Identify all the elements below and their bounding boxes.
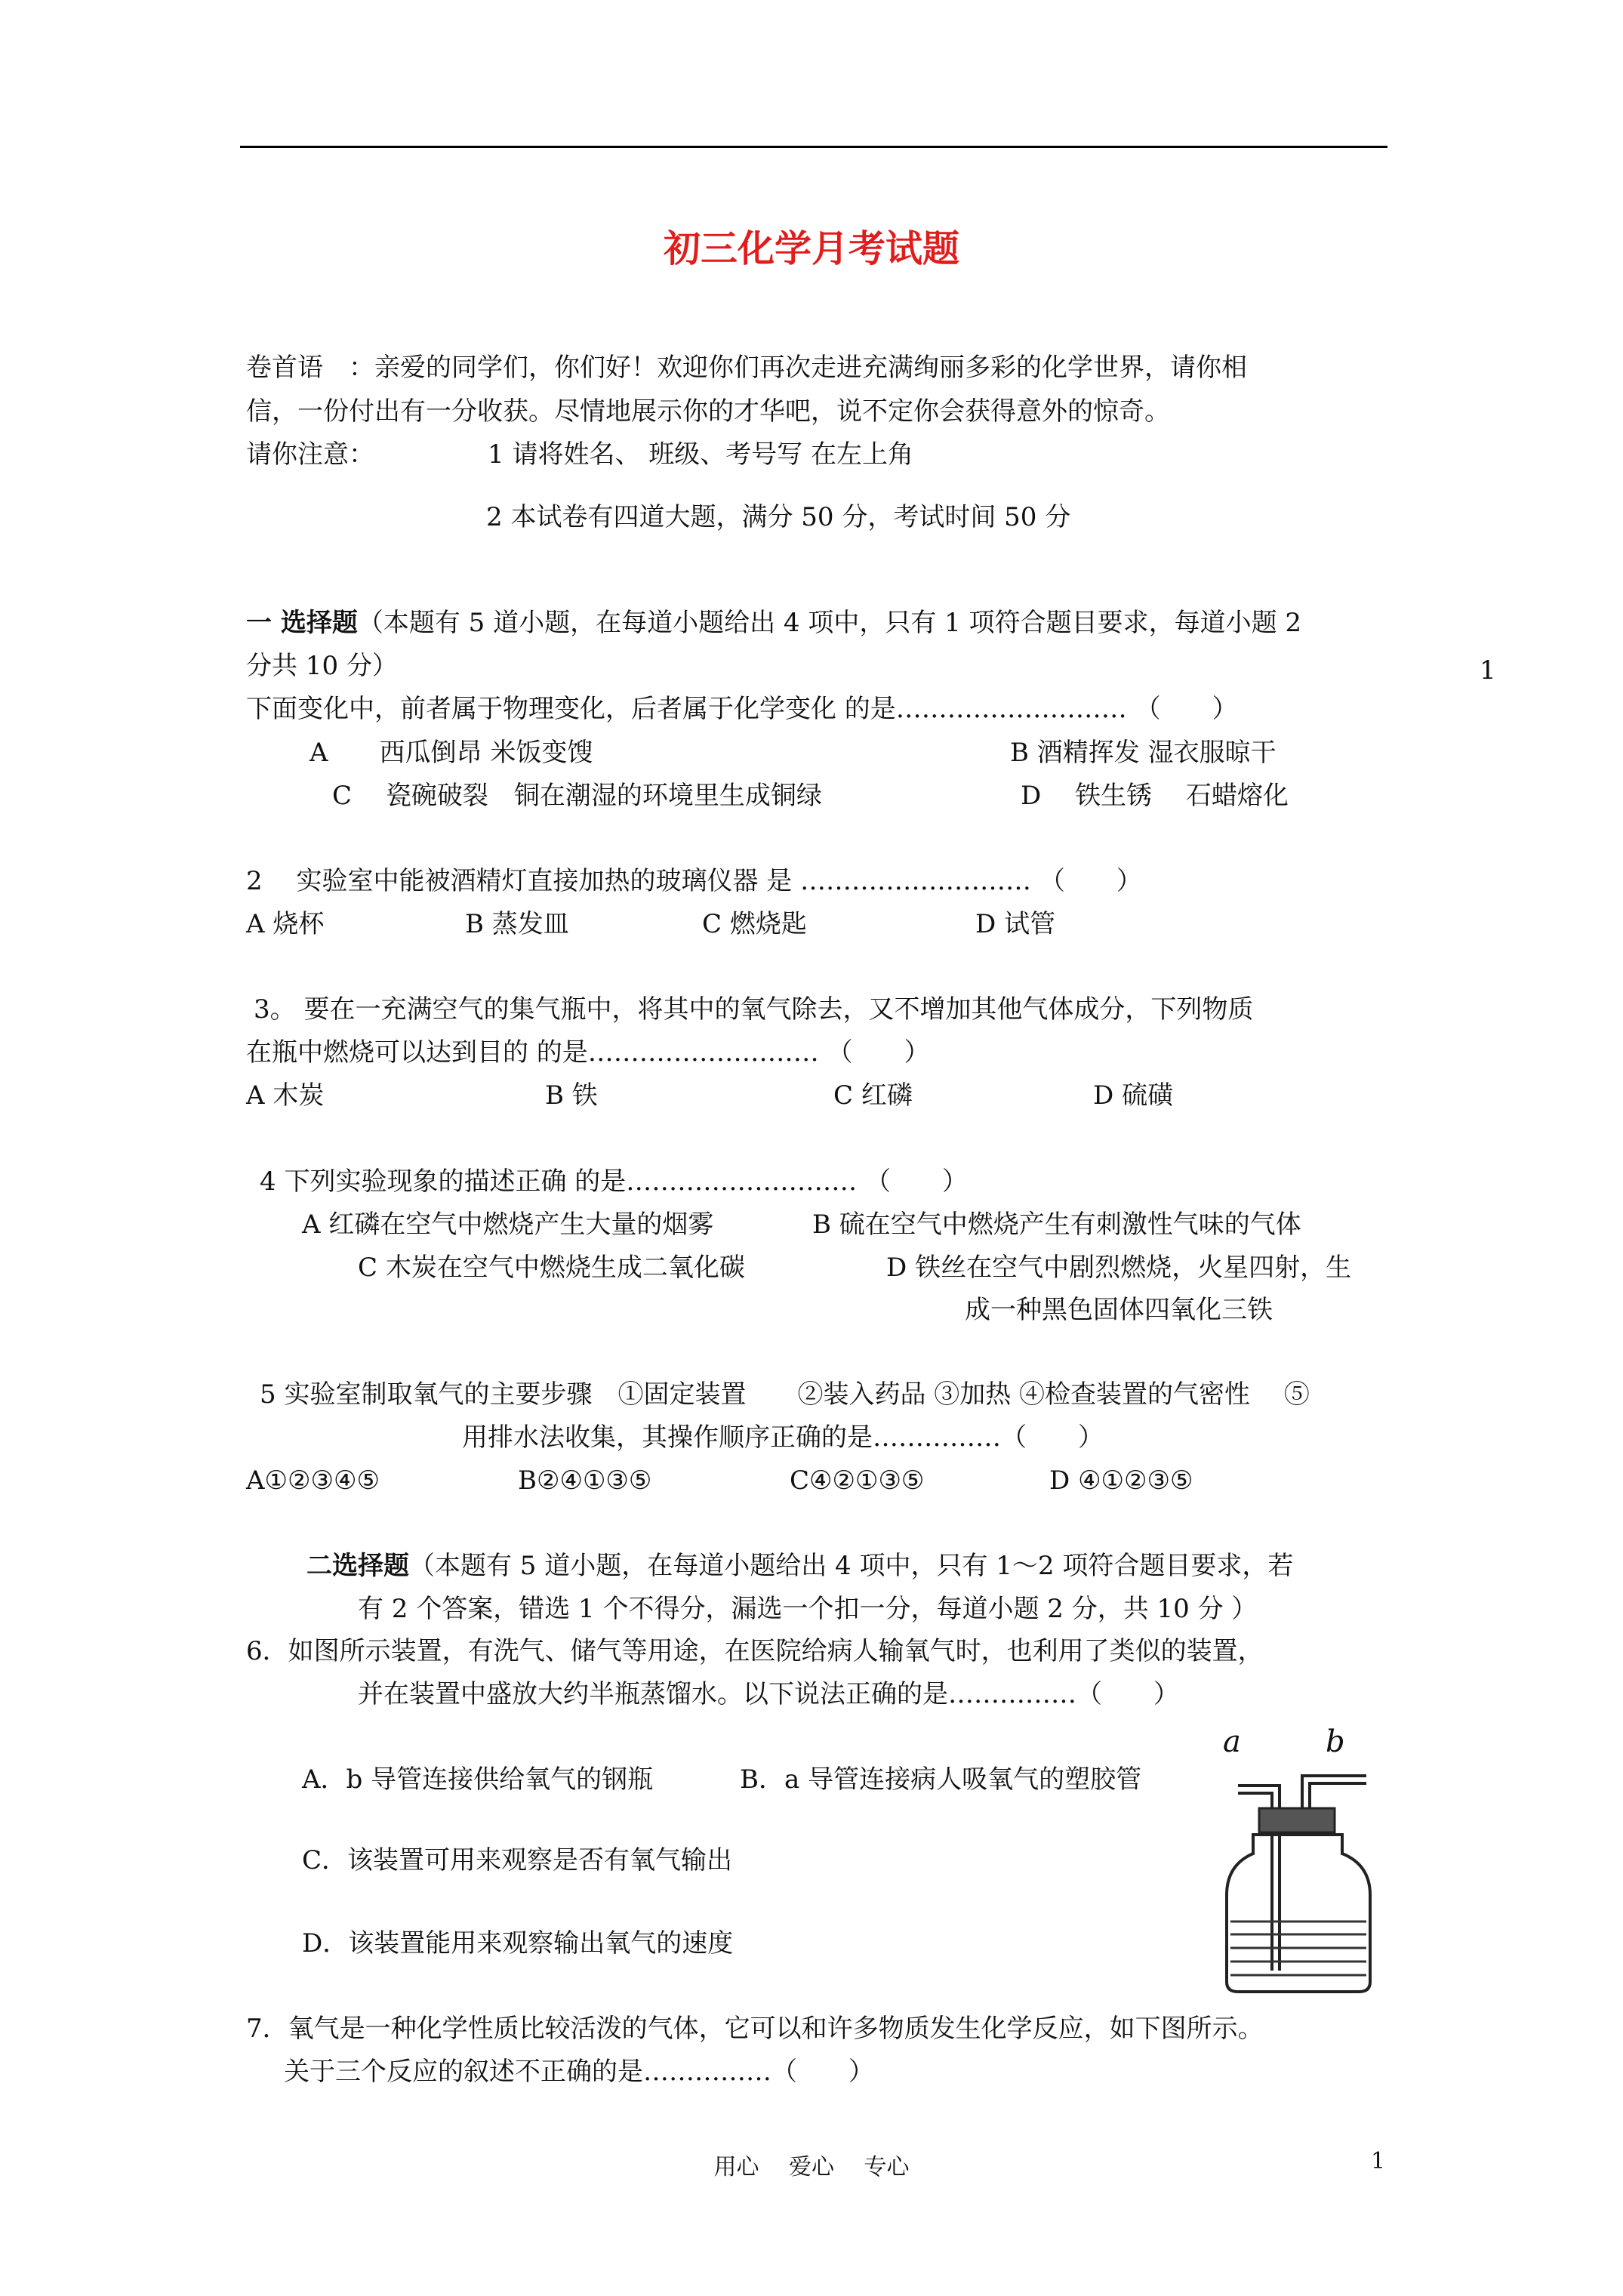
- q1-option-c: C 瓷碗破裂 铜在潮湿的环境里生成铜绿: [332, 781, 822, 811]
- preface-line-1: 卷首语 ：亲爱的同学们，你们好！欢迎你们再次走进充满绚丽多彩的化学世界，请你相: [246, 353, 1247, 383]
- notice-item-1: 1 请将姓名、 班级、考号写 在左上角: [488, 439, 914, 470]
- section2-heading: [306, 1553, 1293, 1579]
- q3-option-b: B 铁: [545, 1080, 598, 1111]
- page-number: 1: [1371, 2148, 1386, 2174]
- q3-option-d: D 硫磺: [1093, 1080, 1174, 1111]
- q5-option-b: B②④①③⑤: [518, 1465, 652, 1496]
- diagram-tubes: [1238, 1776, 1366, 1971]
- section1-heading-line2: 分共 10 分）: [246, 651, 398, 681]
- q7-stem-1: 7．氧气是一种化学性质比较活泼的气体，它可以和许多物质发生化学反应，如下图所示。: [246, 2014, 1264, 2044]
- section2-heading-bold: 二选择题: [306, 1551, 409, 1581]
- q6-stem-1: 6．如图所示装置，有洗气、储气等用途，在医院给病人输氧气时，也利用了类似的装置，: [246, 1636, 1264, 1666]
- q7-stem-2: 关于三个反应的叙述不正确的是……………（ ）: [284, 2057, 874, 2087]
- notice-item-2: 2 本试卷有四道大题，满分 50 分，考试时间 50 分: [486, 502, 1071, 532]
- q6-option-a: A．b 导管连接供给氧气的钢瓶: [302, 1764, 654, 1795]
- q2-option-d: D 试管: [975, 909, 1056, 939]
- footer-text: 用心 爱心 专心: [713, 2154, 910, 2180]
- header-rule: [240, 146, 1387, 148]
- q5-stem-2: 用排水法收集，其操作顺序正确的是……………（ ）: [462, 1422, 1104, 1453]
- section1-heading: [246, 610, 1301, 636]
- margin-number: 1: [1480, 655, 1496, 686]
- q5-option-d: D ④①②③⑤: [1049, 1465, 1193, 1496]
- q2-stem: 2 实验室中能被酒精灯直接加热的玻璃仪器 是 ……………………… （ ）: [246, 866, 1142, 896]
- q1-option-b: B 酒精挥发 湿衣服晾干: [1010, 738, 1277, 768]
- q3-stem-1: 3。 要在一充满空气的集气瓶中，将其中的氧气除去，又不增加其他气体成分，下列物质: [254, 994, 1254, 1025]
- q6-option-b: B．a 导管连接病人吸氧气的塑胶管: [740, 1764, 1142, 1795]
- q4-stem: 4 下列实验现象的描述正确 的是……………………… （ ）: [260, 1166, 969, 1197]
- q5-stem-1: 5 实验室制取氧气的主要步骤 ①固定装置 ②装入药品 ③加热 ④检查装置的气密性 ⑤: [260, 1379, 1310, 1410]
- q1-option-a: A 西瓜倒昂 米饭变馊: [310, 738, 593, 768]
- q3-stem-2: 在瓶中燃烧可以达到目的 的是……………………… （ ）: [246, 1037, 930, 1068]
- page-title: 初三化学月考试题: [663, 227, 959, 270]
- diagram-bottle: [1227, 1835, 1370, 1992]
- q6-stem-2: 并在装置中盛放大约半瓶蒸馏水。以下说法正确的是……………（ ）: [358, 1679, 1179, 1709]
- q4-option-a: A 红磷在空气中燃烧产生大量的烟雾: [302, 1210, 714, 1240]
- diagram-stopper: [1259, 1808, 1335, 1832]
- preface-line-2: 信，一份付出有一分收获。尽情地展示你的才华吧，说不定你会获得意外的惊奇。: [246, 396, 1170, 427]
- q4-option-b: B 硫在空气中燃烧产生有刺激性气味的气体: [812, 1210, 1301, 1240]
- q5-option-c: C④②①③⑤: [790, 1465, 925, 1496]
- q3-option-c: C 红磷: [833, 1080, 913, 1111]
- notice-label: 请你注意：: [246, 439, 374, 470]
- diagram-label-b: b: [1326, 1724, 1345, 1759]
- q4-option-d-line2: 成一种黑色固体四氧化三铁: [965, 1295, 1273, 1325]
- q2-option-b: B 蒸发皿: [465, 909, 569, 939]
- q6-option-c: C．该装置可用来观察是否有氧气输出: [302, 1845, 733, 1875]
- section2-heading-line2: 有 2 个答案，错选 1 个不得分，漏选一个扣一分，每道小题 2 分，共 10 分 ）: [358, 1594, 1258, 1624]
- section2-heading-rest: （本题有 5 道小题，在每道小题给出 4 项中，只有 1～2 项符合题目要求，若: [409, 1551, 1294, 1581]
- section1-heading-bold: 一 选择题: [246, 608, 358, 638]
- q4-option-c: C 木炭在空气中燃烧生成二氧化碳: [358, 1253, 745, 1283]
- q1-stem: 下面变化中，前者属于物理变化，后者属于化学变化 的是……………………… （ ）: [246, 694, 1238, 724]
- q4-option-d-line1: D 铁丝在空气中剧烈燃烧，火星四射，生: [886, 1253, 1352, 1283]
- q2-option-c: C 燃烧匙: [702, 909, 807, 939]
- q2-option-a: A 烧杯: [246, 909, 325, 939]
- diagram-label-a: a: [1223, 1724, 1241, 1759]
- q1-option-d: D 铁生锈 石蜡熔化: [1021, 781, 1289, 811]
- q5-option-a: A①②③④⑤: [246, 1465, 380, 1496]
- q6-option-d: D．该装置能用来观察输出氧气的速度: [302, 1928, 734, 1959]
- section1-heading-rest: （本题有 5 道小题，在每道小题给出 4 项中，只有 1 项符合题目要求，每道小题 2: [357, 608, 1302, 638]
- q3-option-a: A 木炭: [246, 1080, 325, 1111]
- gas-washing-bottle-diagram: [1140, 1714, 1412, 2001]
- diagram-water: [1230, 1922, 1366, 1975]
